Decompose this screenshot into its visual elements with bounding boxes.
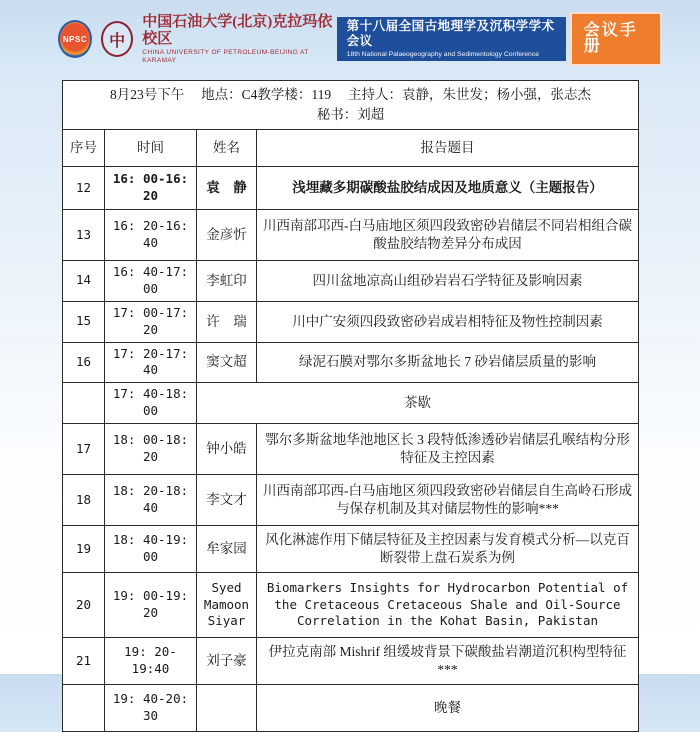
- row-no-cell: [63, 383, 105, 424]
- table-row: [63, 638, 639, 685]
- row-name-cell: Syed Mamoon Siyar: [197, 573, 257, 638]
- col-header-title: 报告题目: [257, 130, 639, 167]
- session-line2: 秘书：刘超: [316, 107, 385, 122]
- session-info-row: [63, 81, 639, 130]
- row-time-cell: 16: 00-16: 20: [105, 167, 197, 210]
- row-no-cell: 15: [63, 301, 105, 342]
- tea-break-cell: 茶歇: [197, 383, 639, 424]
- handbook-badge: 会议手册: [570, 12, 662, 66]
- row-title-cell: 伊拉克南部 Mishrif 组缓坡背景下碳酸盐岩潮道沉积构型特征***: [257, 638, 639, 685]
- row-name-cell: 金彦忻: [197, 210, 257, 261]
- row-title-cell: 浅埋藏多期碳酸盐胶结成因及地质意义（主题报告）: [257, 167, 639, 210]
- row-time-cell: 17: 40-18: 00: [105, 383, 197, 424]
- schedule-table: [62, 80, 639, 732]
- row-name-cell: [197, 685, 257, 732]
- col-header-name: 姓名: [197, 130, 257, 167]
- row-name-cell: 刘子豪: [197, 638, 257, 685]
- row-title-cell: 鄂尔多斯盆地华池地区长 3 段特低渗透砂岩储层孔喉结构分形特征及主控因素: [257, 424, 639, 475]
- row-time-cell: 18: 00-18: 20: [105, 424, 197, 475]
- row-no-cell: [63, 685, 105, 732]
- university-seal-icon: 中: [101, 21, 133, 57]
- row-title-cell: 川西南部邛西-白马庙地区须四段致密砂岩储层自生高岭石形成与保存机制及其对储层物性的影响***: [257, 475, 639, 526]
- tea-break-row: [63, 383, 639, 424]
- row-no-cell: 20: [63, 573, 105, 638]
- row-title-cell: 川中广安须四段致密砂岩成岩相特征及物性控制因素: [257, 301, 639, 342]
- col-header-time: 时间: [105, 130, 197, 167]
- row-no-cell: 13: [63, 210, 105, 261]
- row-name-cell: 许 瑞: [197, 301, 257, 342]
- row-name-cell: 袁 静: [197, 167, 257, 210]
- npsc-logo-text: NPSC: [62, 34, 88, 44]
- table-row: [63, 526, 639, 573]
- row-no-cell: 12: [63, 167, 105, 210]
- dinner-cell: 晚餐: [257, 685, 639, 732]
- row-time-cell: 19: 00-19: 20: [105, 573, 197, 638]
- row-no-cell: 14: [63, 261, 105, 302]
- table-row: [63, 167, 639, 210]
- row-title-cell: 风化淋滤作用下储层特征及主控因素与发育模式分析—以克百断裂带上盘石炭系为例: [257, 526, 639, 573]
- row-title-cell: 绿泥石膜对鄂尔多斯盆地长 7 砂岩储层质量的影响: [257, 342, 639, 383]
- row-no-cell: 17: [63, 424, 105, 475]
- row-title-cell: 四川盆地凉高山组砂岩岩石学特征及影响因素: [257, 261, 639, 302]
- table-row: [63, 573, 639, 638]
- row-time-cell: 16: 40-17: 00: [105, 261, 197, 302]
- table-row: [63, 301, 639, 342]
- conference-title-banner: [337, 17, 566, 61]
- dinner-row: [63, 685, 639, 732]
- session-line1: 8月23号下午 地点：C4教学楼：119 主持人：袁静，朱世发；杨小强，张志杰: [110, 86, 592, 102]
- table-row: [63, 424, 639, 475]
- table-row: [63, 475, 639, 526]
- row-name-cell: 李文才: [197, 475, 257, 526]
- row-time-cell: 18: 20-18: 40: [105, 475, 197, 526]
- conference-title-en: 18th National Palaeogeography and Sedimentology Conference: [346, 50, 540, 58]
- row-name-cell: 李虹印: [197, 261, 257, 302]
- row-no-cell: 19: [63, 526, 105, 573]
- row-name-cell: 钟小皓: [197, 424, 257, 475]
- logo-group: [58, 14, 337, 63]
- row-title-cell: Biomarkers Insights for Hydrocarbon Potential of the Cretaceous Cretaceous Shale and Oil-Source Correlation in the Kohat Basin, Pakistan: [257, 573, 639, 638]
- col-header-no: 序号: [63, 130, 105, 167]
- column-header-row: [63, 130, 639, 167]
- row-time-cell: 17: 00-17: 20: [105, 301, 197, 342]
- npsc-logo-icon: [58, 20, 92, 58]
- university-name-block: [142, 14, 336, 63]
- row-time-cell: 16: 20-16: 40: [105, 210, 197, 261]
- university-name-en: CHINA UNIVERSITY OF PETROLEUM-BEIJING AT KARAMAY: [142, 49, 309, 64]
- table-row: [63, 342, 639, 383]
- university-name-cn: 中国石油大学(北京)克拉玛依校区: [142, 14, 333, 47]
- row-no-cell: 18: [63, 475, 105, 526]
- session-info: [63, 81, 639, 130]
- row-no-cell: 21: [63, 638, 105, 685]
- row-no-cell: 16: [63, 342, 105, 383]
- row-title-cell: 川西南部邛西-白马庙地区须四段致密砂岩储层不同岩相组合碳酸盐胶结物差异分布成因: [257, 210, 639, 261]
- row-time-cell: 18: 40-19: 00: [105, 526, 197, 573]
- row-time-cell: 17: 20-17: 40: [105, 342, 197, 383]
- table-row: [63, 210, 639, 261]
- row-time-cell: 19: 40-20: 30: [105, 685, 197, 732]
- table-row: [63, 261, 639, 302]
- row-time-cell: 19: 20-19:40: [105, 638, 197, 685]
- conference-title-cn: 第十八届全国古地理学及沉积学学术会议: [346, 18, 555, 48]
- page-header: [0, 0, 700, 78]
- row-name-cell: 窦文超: [197, 342, 257, 383]
- row-name-cell: 牟家园: [197, 526, 257, 573]
